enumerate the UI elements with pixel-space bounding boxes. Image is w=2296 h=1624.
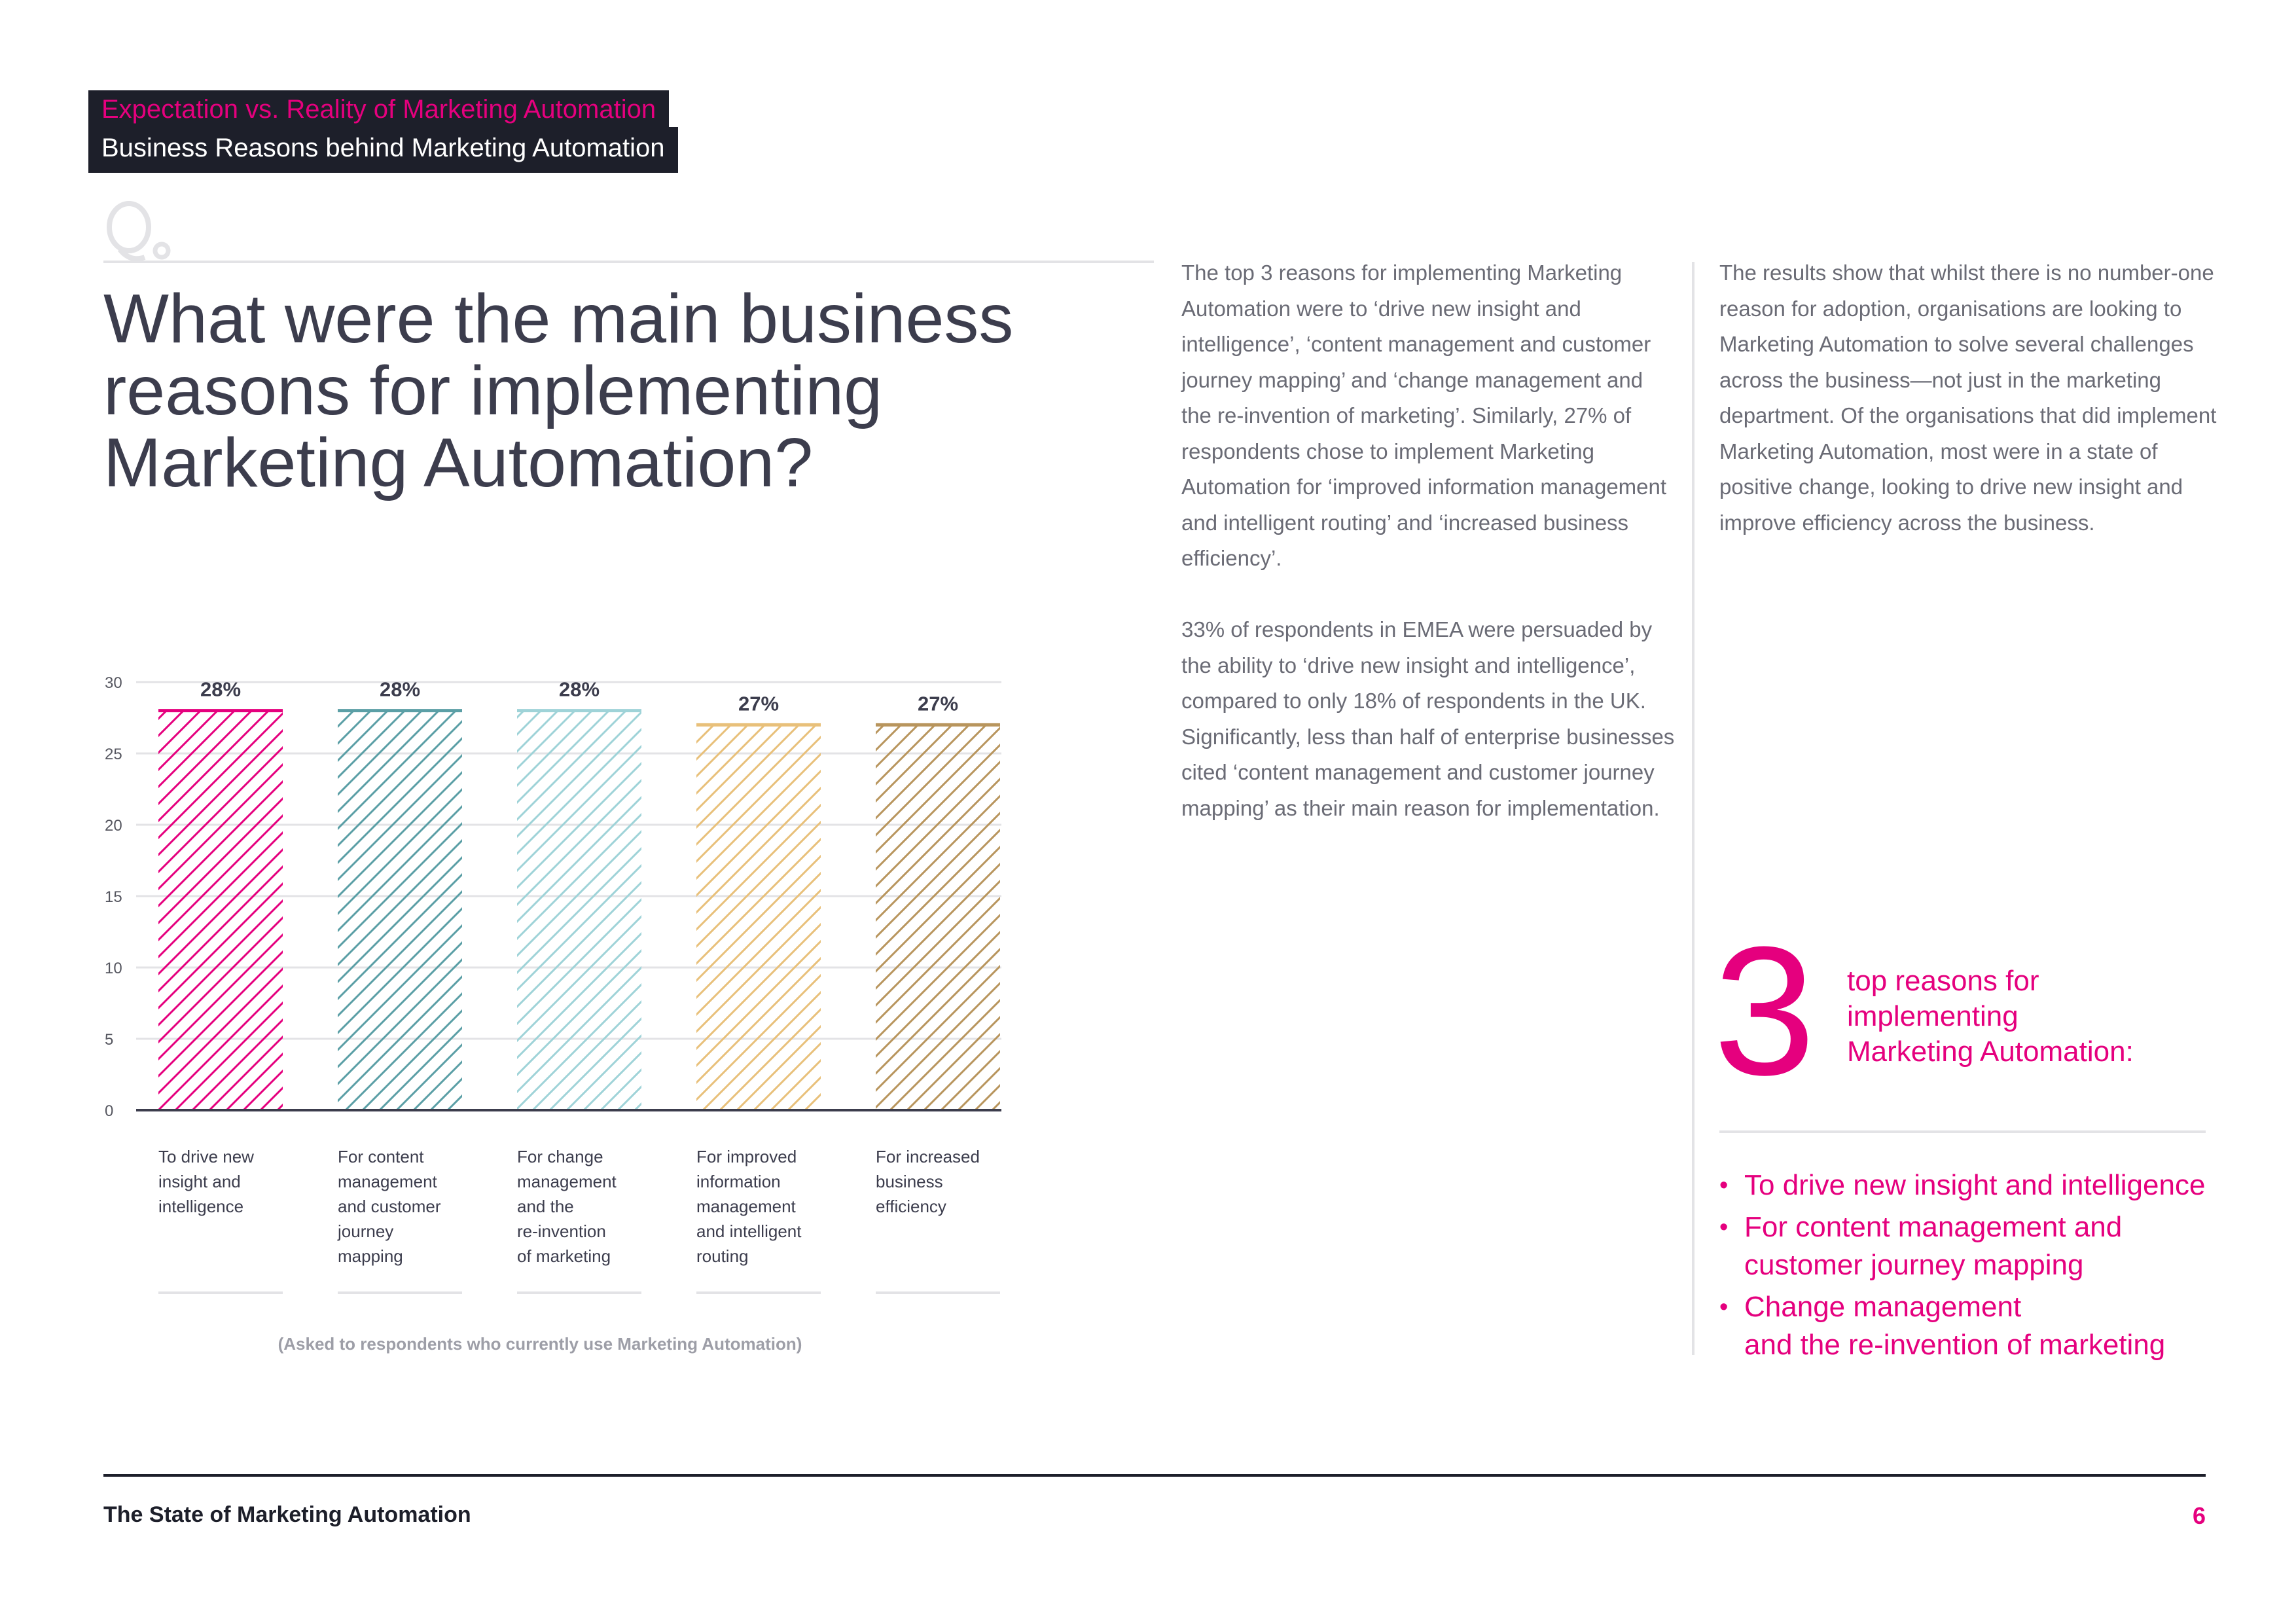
- x-tick-label: For increased: [876, 1147, 980, 1166]
- reason-item: [1719, 1208, 2243, 1284]
- reason-item: [1719, 1288, 2243, 1364]
- page-number: 6: [2192, 1502, 2206, 1529]
- reason-item-line: Change management: [1744, 1291, 2022, 1323]
- data-label: 27%: [738, 692, 780, 715]
- x-tick-label: mapping: [338, 1246, 403, 1266]
- highlight-caption: [1847, 964, 2134, 1070]
- x-tick-label: re-invention: [517, 1221, 606, 1241]
- x-tick-label: and customer: [338, 1197, 441, 1216]
- question-divider: [103, 261, 1154, 263]
- x-tick-label: insight and: [158, 1172, 241, 1191]
- body-paragraph-2: 33% of respondents in EMEA were persuaded by the ability to ‘drive new insight and intelligence’, compared to only 18% of respondents in the UK. Significantly, less than half of enterprise businesses cited ‘content management and customer journey mapping’ as their main reason for implementation.: [1181, 617, 1675, 820]
- chart-footnote: (Asked to respondents who currently use Marketing Automation): [278, 1334, 802, 1354]
- highlight-divider: [1719, 1130, 2206, 1133]
- bullet-icon: •: [1719, 1214, 1729, 1241]
- reason-item-line: To drive new insight and intelligence: [1744, 1169, 2206, 1201]
- x-tick-label: information: [696, 1172, 781, 1191]
- bar-chart: [65, 641, 1034, 1316]
- y-tick-label: 25: [105, 746, 122, 763]
- x-tick-label: For improved: [696, 1147, 797, 1166]
- x-tick-label: For change: [517, 1147, 603, 1166]
- x-tick-label: business: [876, 1172, 943, 1191]
- highlight-caption-line: implementing: [1847, 1000, 2018, 1032]
- bar: [696, 725, 821, 1110]
- x-tick-label: routing: [696, 1246, 749, 1266]
- reasons-list: [1719, 1166, 2243, 1368]
- x-tick-label: management: [696, 1197, 796, 1216]
- x-tick-label: management: [338, 1172, 437, 1191]
- reason-item-line: and the re-invention of marketing: [1744, 1329, 2166, 1361]
- column-divider: [1692, 262, 1695, 1355]
- reason-item: [1719, 1166, 2243, 1204]
- bullet-icon: •: [1719, 1172, 1729, 1199]
- bar: [158, 711, 283, 1110]
- bar: [338, 711, 462, 1110]
- highlight-caption-line: top reasons for: [1847, 965, 2039, 997]
- x-tick-label: journey: [338, 1221, 394, 1241]
- y-tick-label: 10: [105, 960, 122, 977]
- x-tick-label: efficiency: [876, 1197, 946, 1216]
- data-label: 28%: [558, 677, 600, 701]
- bar: [517, 711, 641, 1110]
- highlight-caption-line: Marketing Automation:: [1847, 1036, 2134, 1068]
- x-tick-label: of marketing: [517, 1246, 611, 1266]
- data-label: 28%: [379, 677, 421, 701]
- x-tick-label: and the: [517, 1197, 574, 1216]
- data-label: 27%: [917, 692, 959, 715]
- reason-item-line: customer journey mapping: [1744, 1249, 2084, 1281]
- question-title: What were the main business reasons for implementing Marketing Automation?: [103, 280, 1014, 501]
- body-paragraph-1: The top 3 reasons for implementing Marketing Automation were to ‘drive new insight and intelligence’, ‘content management and customer journey mapping’ and ‘change management and the re-invention of marketing’. Similarly, 27% of respondents chose to implement Marketing Automation for ‘improved information management and intelligent routing’ and ‘increased business efficiency’.: [1181, 261, 1667, 570]
- y-tick-label: 20: [105, 817, 122, 835]
- question-icon: [101, 200, 173, 265]
- footer-title: The State of Marketing Automation: [103, 1502, 471, 1527]
- highlight-number: 3: [1713, 909, 1816, 1113]
- section-tag: Expectation vs. Reality of Marketing Automation: [88, 90, 669, 128]
- y-tick-label: 0: [105, 1102, 114, 1120]
- y-tick-label: 15: [105, 888, 122, 906]
- bullet-icon: •: [1719, 1293, 1729, 1321]
- x-tick-label: and intelligent: [696, 1221, 802, 1241]
- y-tick-label: 5: [105, 1031, 114, 1049]
- x-tick-label: For content: [338, 1147, 424, 1166]
- y-tick-label: 30: [105, 674, 122, 692]
- data-label: 28%: [200, 677, 242, 701]
- reason-item-line: For content management and: [1744, 1211, 2123, 1243]
- x-tick-label: To drive new: [158, 1147, 254, 1166]
- footer-divider: [103, 1474, 2206, 1477]
- x-tick-label: management: [517, 1172, 617, 1191]
- x-tick-label: intelligence: [158, 1197, 244, 1216]
- bar: [876, 725, 1000, 1110]
- body-paragraph-3: The results show that whilst there is no number-one reason for adoption, organisations are looking to Marketing Automation to solve several challenges across the business—not just in the marketing department. Of the organisations that did implement Marketing Automation, most were in a state of positive change, looking to drive new insight and improve efficiency across the business.: [1719, 261, 2217, 535]
- subsection-tag: Business Reasons behind Marketing Automation: [88, 127, 678, 173]
